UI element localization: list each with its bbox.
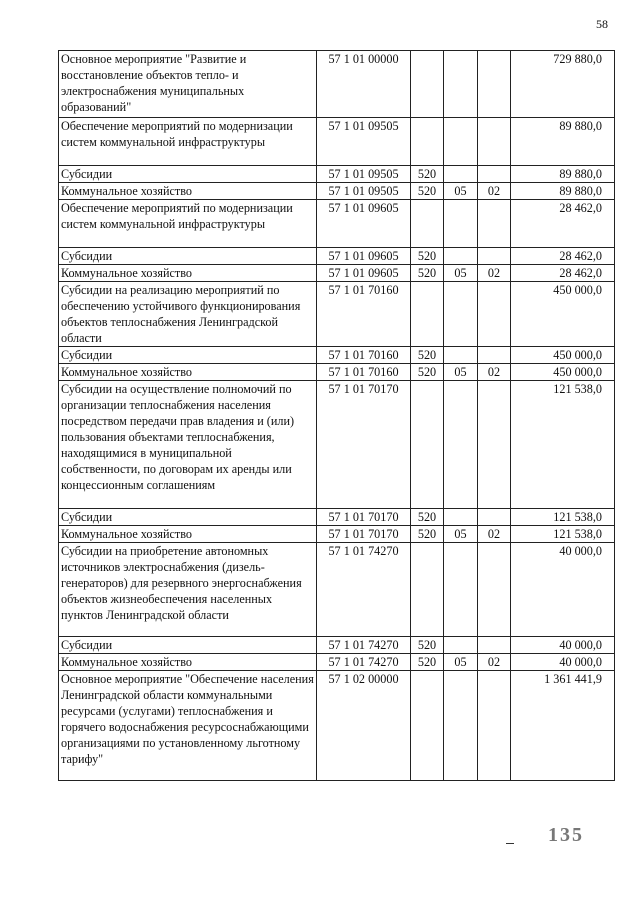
row-expense-type <box>411 543 444 637</box>
row-expense-type: 520 <box>411 654 444 671</box>
row-section <box>444 51 478 118</box>
table-row <box>59 51 615 118</box>
row-subsection <box>478 509 511 526</box>
row-section <box>444 543 478 637</box>
row-amount: 89 880,0 <box>511 118 615 166</box>
row-amount: 89 880,0 <box>511 166 615 183</box>
page-number: 58 <box>596 17 608 31</box>
row-amount: 40 000,0 <box>511 543 615 637</box>
table-row <box>59 118 615 166</box>
row-expense-type <box>411 671 444 781</box>
row-name: Основное мероприятие "Обеспечение населения Ленинградской области коммунальными ресурсами (услугами) теплоснабжения и горячего водоснабжения ресурсоснабжающими организациями по установленному льготному тарифу" <box>59 671 317 781</box>
table-row <box>59 364 615 381</box>
row-section <box>444 509 478 526</box>
row-name: Субсидии <box>59 166 317 183</box>
row-name: Субсидии на осуществление полномочий по организации теплоснабжения населения посредством передачи прав владения и (или) пользования объектами теплоснабжения, находящимися в муниципальной собственности, по договорам их аренды или концессионным соглашениям <box>59 381 317 509</box>
table-row <box>59 248 615 265</box>
row-section: 05 <box>444 526 478 543</box>
table-row <box>59 282 615 347</box>
row-name: Субсидии <box>59 637 317 654</box>
row-amount: 28 462,0 <box>511 200 615 248</box>
row-code: 57 1 01 70170 <box>317 526 411 543</box>
row-subsection: 02 <box>478 364 511 381</box>
row-code: 57 1 01 09505 <box>317 118 411 166</box>
row-code: 57 1 02 00000 <box>317 671 411 781</box>
row-section <box>444 166 478 183</box>
row-code: 57 1 01 70170 <box>317 381 411 509</box>
row-amount: 450 000,0 <box>511 282 615 347</box>
row-code: 57 1 01 09605 <box>317 265 411 282</box>
budget-table <box>58 50 615 781</box>
row-section <box>444 282 478 347</box>
row-name: Обеспечение мероприятий по модернизации систем коммунальной инфраструктуры <box>59 118 317 166</box>
row-expense-type: 520 <box>411 183 444 200</box>
row-subsection <box>478 347 511 364</box>
row-subsection <box>478 637 511 654</box>
row-subsection <box>478 118 511 166</box>
table-row <box>59 265 615 282</box>
row-amount: 121 538,0 <box>511 381 615 509</box>
row-code: 57 1 01 70160 <box>317 347 411 364</box>
row-code: 57 1 01 70160 <box>317 282 411 347</box>
row-code: 57 1 01 09505 <box>317 183 411 200</box>
row-subsection: 02 <box>478 526 511 543</box>
row-subsection <box>478 200 511 248</box>
row-name: Коммунальное хозяйство <box>59 654 317 671</box>
row-subsection: 02 <box>478 265 511 282</box>
row-expense-type: 520 <box>411 265 444 282</box>
row-section <box>444 637 478 654</box>
row-name: Субсидии <box>59 248 317 265</box>
row-expense-type: 520 <box>411 637 444 654</box>
row-section: 05 <box>444 183 478 200</box>
row-section <box>444 248 478 265</box>
row-section <box>444 118 478 166</box>
row-section <box>444 381 478 509</box>
row-expense-type: 520 <box>411 509 444 526</box>
table-row <box>59 671 615 781</box>
table-row <box>59 509 615 526</box>
row-amount: 89 880,0 <box>511 183 615 200</box>
table-row <box>59 543 615 637</box>
row-name: Коммунальное хозяйство <box>59 364 317 381</box>
row-subsection: 02 <box>478 654 511 671</box>
table-row <box>59 183 615 200</box>
row-amount: 28 462,0 <box>511 265 615 282</box>
row-name: Субсидии <box>59 509 317 526</box>
dash-mark <box>506 843 514 844</box>
row-subsection <box>478 51 511 118</box>
row-section: 05 <box>444 265 478 282</box>
row-expense-type: 520 <box>411 166 444 183</box>
row-subsection <box>478 671 511 781</box>
row-code: 57 1 01 00000 <box>317 51 411 118</box>
row-amount: 40 000,0 <box>511 637 615 654</box>
table-row <box>59 381 615 509</box>
table-row <box>59 654 615 671</box>
row-section <box>444 347 478 364</box>
table-row <box>59 526 615 543</box>
row-subsection: 02 <box>478 183 511 200</box>
row-expense-type: 520 <box>411 248 444 265</box>
row-subsection <box>478 166 511 183</box>
row-subsection <box>478 381 511 509</box>
row-name: Субсидии <box>59 347 317 364</box>
row-section: 05 <box>444 364 478 381</box>
row-expense-type: 520 <box>411 364 444 381</box>
row-subsection <box>478 282 511 347</box>
row-code: 57 1 01 09505 <box>317 166 411 183</box>
row-name: Коммунальное хозяйство <box>59 526 317 543</box>
row-expense-type <box>411 51 444 118</box>
row-expense-type: 520 <box>411 526 444 543</box>
table-row <box>59 347 615 364</box>
row-amount: 28 462,0 <box>511 248 615 265</box>
row-name: Обеспечение мероприятий по модернизации систем коммунальной инфраструктуры <box>59 200 317 248</box>
row-expense-type <box>411 282 444 347</box>
row-name: Субсидии на реализацию мероприятий по обеспечению устойчивого функционирования объектов теплоснабжения Ленинградской области <box>59 282 317 347</box>
row-code: 57 1 01 74270 <box>317 654 411 671</box>
row-amount: 450 000,0 <box>511 347 615 364</box>
row-section: 05 <box>444 654 478 671</box>
table-row <box>59 637 615 654</box>
page-stamp: 135 <box>548 824 584 846</box>
row-amount: 1 361 441,9 <box>511 671 615 781</box>
row-name: Коммунальное хозяйство <box>59 183 317 200</box>
row-amount: 121 538,0 <box>511 509 615 526</box>
row-code: 57 1 01 70160 <box>317 364 411 381</box>
row-expense-type <box>411 381 444 509</box>
row-expense-type <box>411 200 444 248</box>
row-amount: 40 000,0 <box>511 654 615 671</box>
row-code: 57 1 01 09605 <box>317 248 411 265</box>
row-code: 57 1 01 74270 <box>317 543 411 637</box>
row-subsection <box>478 248 511 265</box>
row-name: Субсидии на приобретение автономных источников электроснабжения (дизель-генераторов) для резервного энергоснабжения объектов жизнеобеспечения населенных пунктов Ленинградской области <box>59 543 317 637</box>
row-amount: 121 538,0 <box>511 526 615 543</box>
row-code: 57 1 01 74270 <box>317 637 411 654</box>
row-expense-type: 520 <box>411 347 444 364</box>
row-code: 57 1 01 70170 <box>317 509 411 526</box>
row-name: Основное мероприятие "Развитие и восстановление объектов тепло- и электроснабжения муниципальных образований" <box>59 51 317 118</box>
table-row <box>59 200 615 248</box>
row-amount: 729 880,0 <box>511 51 615 118</box>
row-expense-type <box>411 118 444 166</box>
row-name: Коммунальное хозяйство <box>59 265 317 282</box>
row-code: 57 1 01 09605 <box>317 200 411 248</box>
row-subsection <box>478 543 511 637</box>
table-row <box>59 166 615 183</box>
row-section <box>444 671 478 781</box>
row-amount: 450 000,0 <box>511 364 615 381</box>
row-section <box>444 200 478 248</box>
